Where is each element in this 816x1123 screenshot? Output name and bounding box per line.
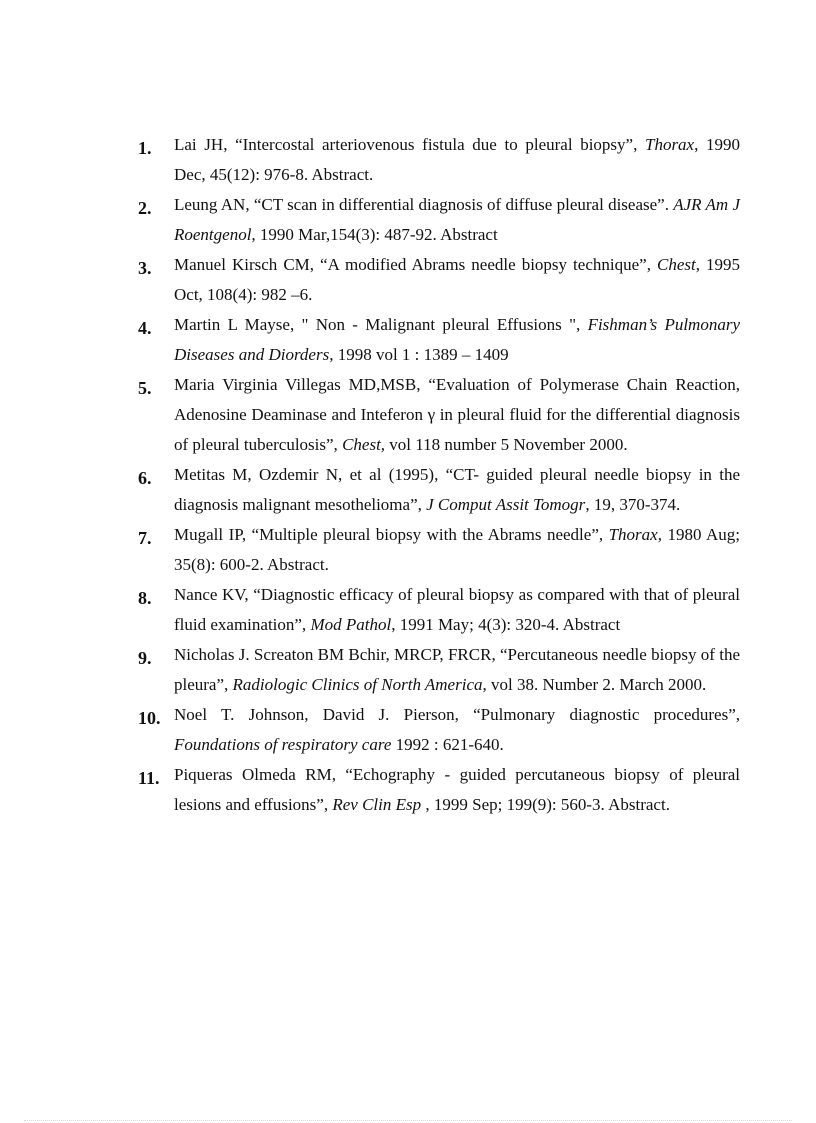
reference-text-segment: , 1990 Dec, 45(12): 976-8. Abstract. bbox=[174, 135, 741, 184]
reference-text-segment: Leung AN, “CT scan in differential diagnosis of diffuse pleural disease”. bbox=[174, 195, 674, 214]
reference-source-title: Foundations of respiratory care bbox=[174, 735, 392, 754]
reference-text-segment: , vol 38. Number 2. March 2000. bbox=[482, 675, 707, 694]
reference-item bbox=[138, 130, 740, 190]
reference-text-segment: Manuel Kirsch CM, “A modified Abrams needle biopsy technique”, bbox=[174, 255, 657, 274]
reference-number: 1. bbox=[138, 138, 152, 158]
reference-text bbox=[174, 640, 740, 700]
reference-text bbox=[174, 460, 740, 520]
reference-list bbox=[138, 130, 740, 820]
reference-item bbox=[138, 190, 740, 250]
reference-text bbox=[174, 520, 740, 580]
reference-item bbox=[138, 520, 740, 580]
reference-text-segment: , 1995 Oct, 108(4): 982 –6. bbox=[174, 255, 741, 304]
reference-text-segment: Maria Virginia Villegas MD,MSB, “Evaluation of Polymerase Chain Reaction, Adenosine Deaminase and Inteferon γ in pleural fluid for the differential diagnosis of pleural tuberculosis”, bbox=[174, 375, 740, 454]
reference-text-segment: , 1998 vol 1 : 1389 – 1409 bbox=[329, 345, 509, 364]
reference-text bbox=[174, 760, 740, 820]
reference-text bbox=[174, 130, 740, 190]
reference-source-title: J Comput Assit Tomogr bbox=[426, 495, 586, 514]
reference-text-segment: Nance KV, “Diagnostic efficacy of pleural biopsy as compared with that of pleural fluid examination”, bbox=[174, 585, 740, 634]
reference-text-segment: vol 118 number 5 November 2000. bbox=[385, 435, 628, 454]
reference-source-title: Chest, bbox=[342, 435, 386, 454]
reference-item bbox=[138, 760, 740, 820]
reference-number: 6. bbox=[138, 468, 152, 488]
reference-text-segment: Lai JH, “Intercostal arteriovenous fistula due to pleural biopsy”, bbox=[174, 135, 645, 154]
reference-text-segment: 1980 Aug; 35(8): 600-2. Abstract. bbox=[174, 525, 740, 574]
reference-item bbox=[138, 370, 740, 460]
reference-text bbox=[174, 190, 740, 250]
reference-item bbox=[138, 640, 740, 700]
reference-text bbox=[174, 250, 740, 310]
reference-text bbox=[174, 700, 740, 760]
reference-text-segment: Piqueras Olmeda RM, “Echography - guided percutaneous biopsy of pleural lesions and effusions”, bbox=[174, 765, 740, 814]
reference-item bbox=[138, 700, 740, 760]
reference-number: 5. bbox=[138, 378, 152, 398]
reference-source-title: Mod Pathol bbox=[310, 615, 392, 634]
reference-number: 2. bbox=[138, 198, 152, 218]
reference-number: 7. bbox=[138, 528, 152, 548]
page-bottom-divider bbox=[24, 1120, 792, 1121]
reference-number: 9. bbox=[138, 648, 152, 668]
reference-source-title: AJR Am J Roentgenol bbox=[174, 195, 741, 244]
reference-text-segment: , 1999 Sep; 199(9): 560-3. Abstract. bbox=[421, 795, 670, 814]
reference-text-segment: 1992 : 621-640. bbox=[391, 735, 504, 754]
reference-text bbox=[174, 370, 740, 460]
reference-item bbox=[138, 310, 740, 370]
reference-source-title: Rev Clin Esp bbox=[332, 795, 422, 814]
reference-text-segment: , 1990 Mar,154(3): 487-92. Abstract bbox=[251, 225, 498, 244]
reference-text-segment: , 1991 May; 4(3): 320-4. Abstract bbox=[391, 615, 621, 634]
reference-text-segment: Metitas M, Ozdemir N, et al (1995), “CT- guided pleural needle biopsy in the diagnosis malignant mesothelioma”, bbox=[174, 465, 740, 514]
reference-text-segment: Nicholas J. Screaton BM Bchir, MRCP, FRCR, “Percutaneous needle biopsy of the pleura”, bbox=[174, 645, 740, 694]
reference-text bbox=[174, 310, 740, 370]
reference-source-title: Thorax bbox=[644, 135, 695, 154]
reference-number: 4. bbox=[138, 318, 152, 338]
reference-text-segment: Martin L Mayse, " Non - Malignant pleural Effusions ", bbox=[174, 315, 588, 334]
reference-source-title: Fishman’s Pulmonary Diseases and Diorders bbox=[174, 315, 740, 364]
reference-item bbox=[138, 460, 740, 520]
reference-text-segment: Mugall IP, “Multiple pleural biopsy with the Abrams needle”, bbox=[174, 525, 609, 544]
reference-number: 3. bbox=[138, 258, 152, 278]
reference-text bbox=[174, 580, 740, 640]
reference-source-title: Radiologic Clinics of North America bbox=[232, 675, 483, 694]
reference-number: 10. bbox=[138, 708, 161, 728]
reference-text-segment: Noel T. Johnson, David J. Pierson, “Pulmonary diagnostic procedures”, bbox=[174, 705, 740, 724]
reference-number: 8. bbox=[138, 588, 152, 608]
reference-item bbox=[138, 580, 740, 640]
reference-source-title: Thorax, bbox=[608, 525, 662, 544]
reference-number: 11. bbox=[138, 768, 160, 788]
reference-source-title: Chest bbox=[656, 255, 696, 274]
reference-item bbox=[138, 250, 740, 310]
reference-text-segment: , 19, 370-374. bbox=[585, 495, 681, 514]
